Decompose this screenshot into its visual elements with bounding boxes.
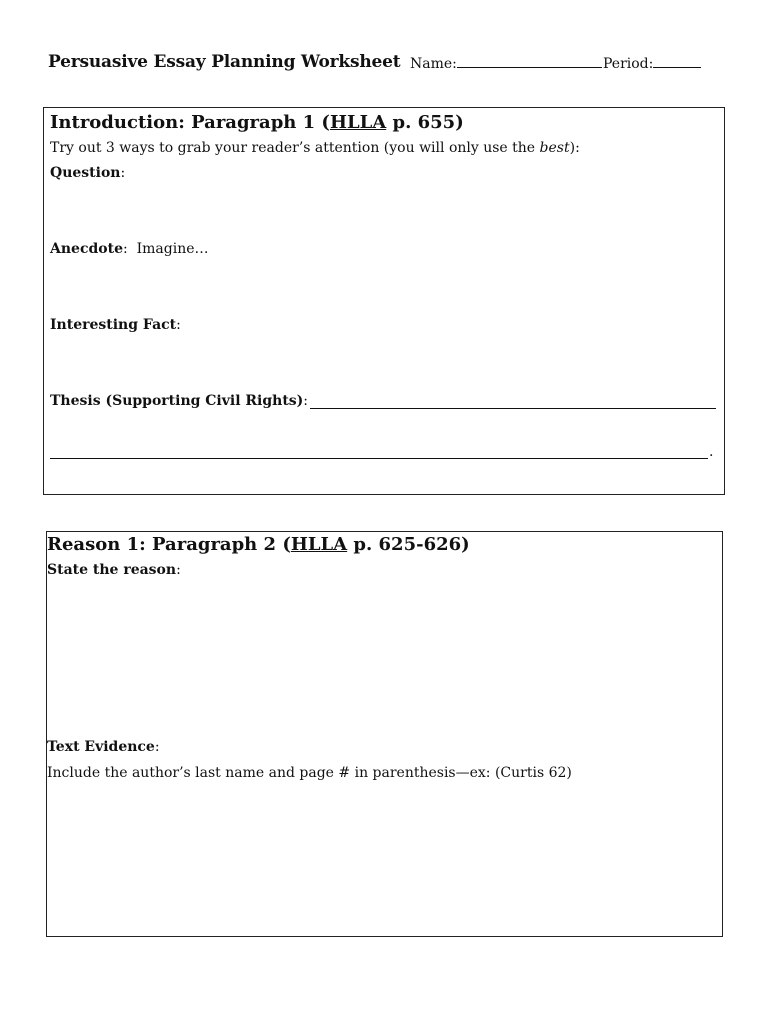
reason-1-section xyxy=(46,531,723,937)
hlla-reference: HLLA xyxy=(290,534,348,555)
name-field[interactable] xyxy=(410,55,602,72)
page-title: Persuasive Essay Planning Worksheet xyxy=(48,52,401,72)
state-reason-label: State the reason: xyxy=(47,562,181,578)
period-label: Period: xyxy=(603,56,654,72)
anecdote-prompt: Imagine… xyxy=(136,241,209,257)
text-evidence-label: Text Evidence: xyxy=(47,739,160,755)
thesis-blank-line-1[interactable] xyxy=(310,408,716,409)
name-blank-line[interactable] xyxy=(457,55,602,68)
question-label: Question: xyxy=(50,165,126,181)
period-field[interactable] xyxy=(603,55,701,72)
anecdote-row: Anecdote: Imagine… xyxy=(50,241,209,257)
citation-instruction: Include the author’s last name and page # in parenthesis—ex: (Curtis 62) xyxy=(47,765,572,781)
introduction-section xyxy=(43,107,725,495)
worksheet-header xyxy=(48,52,748,78)
anecdote-label: Anecdote xyxy=(50,241,123,257)
name-label: Name: xyxy=(410,56,457,72)
attention-instruction: Try out 3 ways to grab your reader’s attention (you will only use the best): xyxy=(50,140,580,156)
reason-1-heading: Reason 1: Paragraph 2 (HLLA p. 625-626) xyxy=(47,534,470,555)
thesis-blank-line-2[interactable] xyxy=(50,458,708,459)
hlla-reference: HLLA xyxy=(329,112,387,133)
introduction-heading: Introduction: Paragraph 1 (HLLA p. 655) xyxy=(50,112,464,133)
period-blank-line[interactable] xyxy=(653,55,701,68)
interesting-fact-label: Interesting Fact: xyxy=(50,317,181,333)
thesis-period: . xyxy=(709,444,714,460)
thesis-label: Thesis (Supporting Civil Rights): xyxy=(50,393,309,409)
